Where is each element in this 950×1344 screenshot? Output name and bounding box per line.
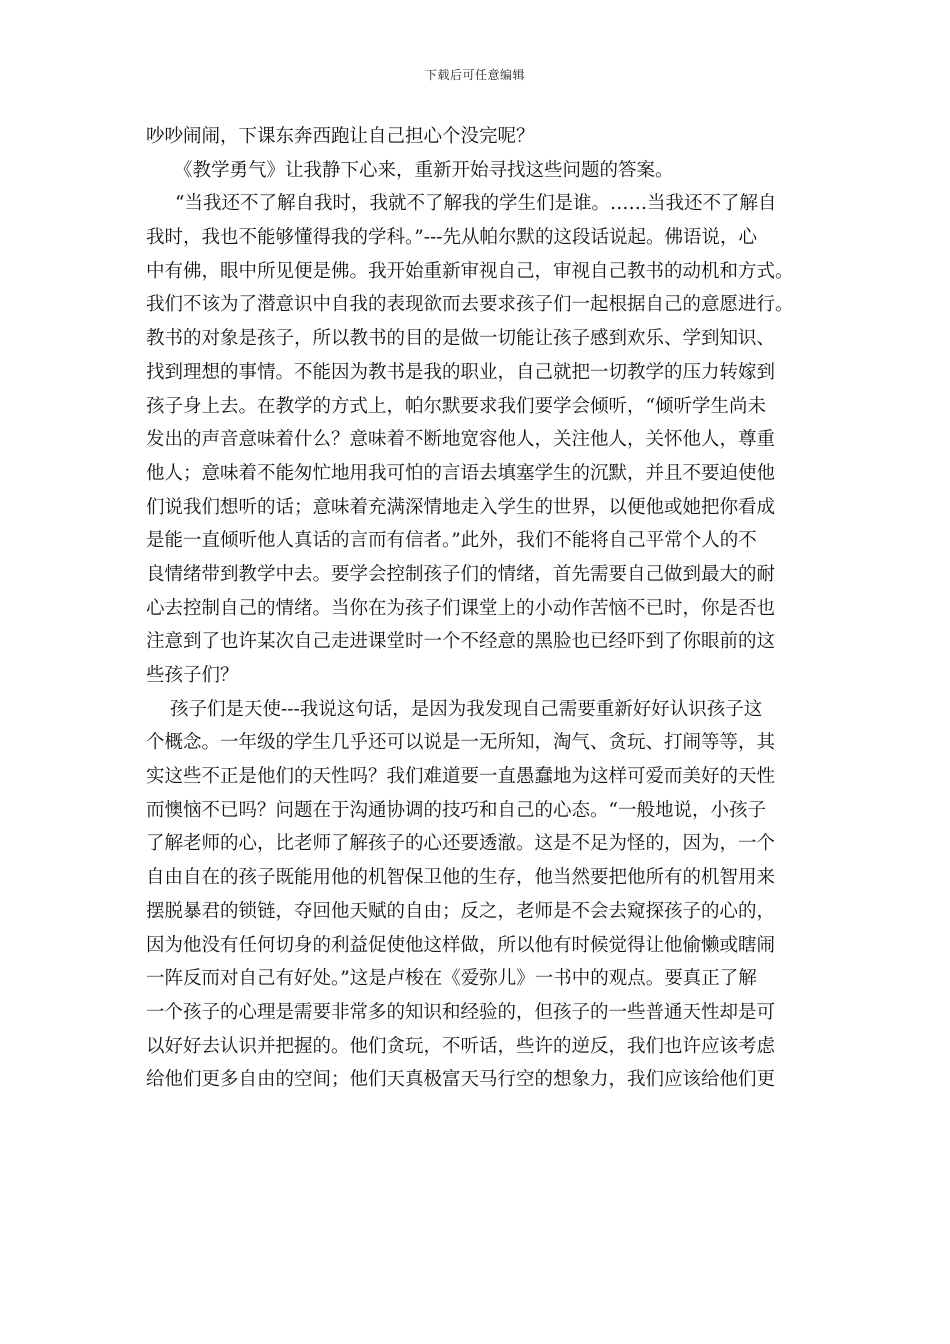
text-line: 良情绪带到教学中去。要学会控制孩子们的情绪，首先需要自己做到最大的耐 <box>146 563 776 585</box>
text-line: 摆脱暴君的锁链，夺回他天赋的自由；反之，老师是不会去窥探孩子的心的， <box>146 900 776 922</box>
text-line: 实这些不正是他们的天性吗？我们难道要一直愚蠢地为这样可爱而美好的天性 <box>146 766 776 788</box>
text-line: 心去控制自己的情绪。当你在为孩子们课堂上的小动作苦恼不已时，你是否也 <box>146 597 776 619</box>
text-line: 孩子身上去。在教学的方式上，帕尔默要求我们要学会倾听，“倾听学生尚未 <box>146 395 766 417</box>
text-line: 个概念。一年级的学生几乎还可以说是一无所知，淘气、贪玩、打闹等等，其 <box>146 732 776 754</box>
text-line: 些孩子们？ <box>146 665 239 686</box>
text-line: 了解老师的心，比老师了解孩子的心还要透澈。这是不足为怪的，因为，一个 <box>146 833 776 855</box>
text-line: 我时，我也不能够懂得我的学科。”---先从帕尔默的这段话说起。佛语说，心 <box>146 227 757 249</box>
text-line: 自由自在的孩子既能用他的机智保卫他的生存，他当然要把他所有的机智用来 <box>146 867 776 889</box>
text-line: 教书的对象是孩子，所以教书的目的是做一切能让孩子感到欢乐、学到知识、 <box>146 328 776 350</box>
text-line: 中有佛，眼中所见便是佛。我开始重新审视自己，审视自己教书的动机和方式。 <box>146 260 794 282</box>
document-body <box>146 120 810 1097</box>
text-line: 我们不该为了潜意识中自我的表现欲而去要求孩子们一起根据自己的意愿进行。 <box>146 294 794 316</box>
text-line: 孩子们是天使---我说这句话，是因为我发现自己需要重新好好认识孩子这 <box>170 698 763 720</box>
text-line: 而懊恼不已吗？问题在于沟通协调的技巧和自己的心态。“一般地说，小孩子 <box>146 799 766 821</box>
text-line: “当我还不了解自我时，我就不了解我的学生们是谁。……当我还不了解自 <box>175 193 777 215</box>
text-line: 吵吵闹闹，下课东奔西跑让自己担心个没完呢？ <box>146 126 535 147</box>
text-line: 因为他没有任何切身的利益促使他这样做，所以他有时候觉得让他偷懒或瞎闹 <box>146 934 776 956</box>
text-line: 注意到了也许某次自己走进课堂时一个不经意的黑脸也已经吓到了你眼前的这 <box>146 631 776 653</box>
text-line: 以好好去认识并把握的。他们贪玩，不听话，些许的逆反，我们也许应该考虑 <box>146 1035 776 1057</box>
text-line: 发出的声音意味着什么？意味着不断地宽容他人，关注他人，关怀他人，尊重 <box>146 429 776 451</box>
text-line: 一阵反而对自己有好处。”这是卢梭在《爱弥儿》一书中的观点。要真正了解 <box>146 968 757 990</box>
text-line: 给他们更多自由的空间；他们天真极富天马行空的想象力，我们应该给他们更 <box>146 1069 776 1091</box>
text-line: 是能一直倾听他人真话的言而有信者。”此外，我们不能将自己平常个人的不 <box>146 530 757 552</box>
text-line: 们说我们想听的话；意味着充满深情地走入学生的世界，以便他或她把你看成 <box>146 496 776 518</box>
text-line: 找到理想的事情。不能因为教书是我的职业，自己就把一切教学的压力转嫁到 <box>146 361 776 383</box>
page-header: 下载后可任意编辑 <box>424 68 525 82</box>
text-line: 一个孩子的心理是需要非常多的知识和经验的，但孩子的一些普通天性却是可 <box>146 1001 776 1023</box>
text-line: 《教学勇气》让我静下心来，重新开始寻找这些问题的答案。 <box>174 159 674 181</box>
text-line: 他人；意味着不能匆忙地用我可怕的言语去填塞学生的沉默，并且不要迫使他 <box>146 462 776 484</box>
